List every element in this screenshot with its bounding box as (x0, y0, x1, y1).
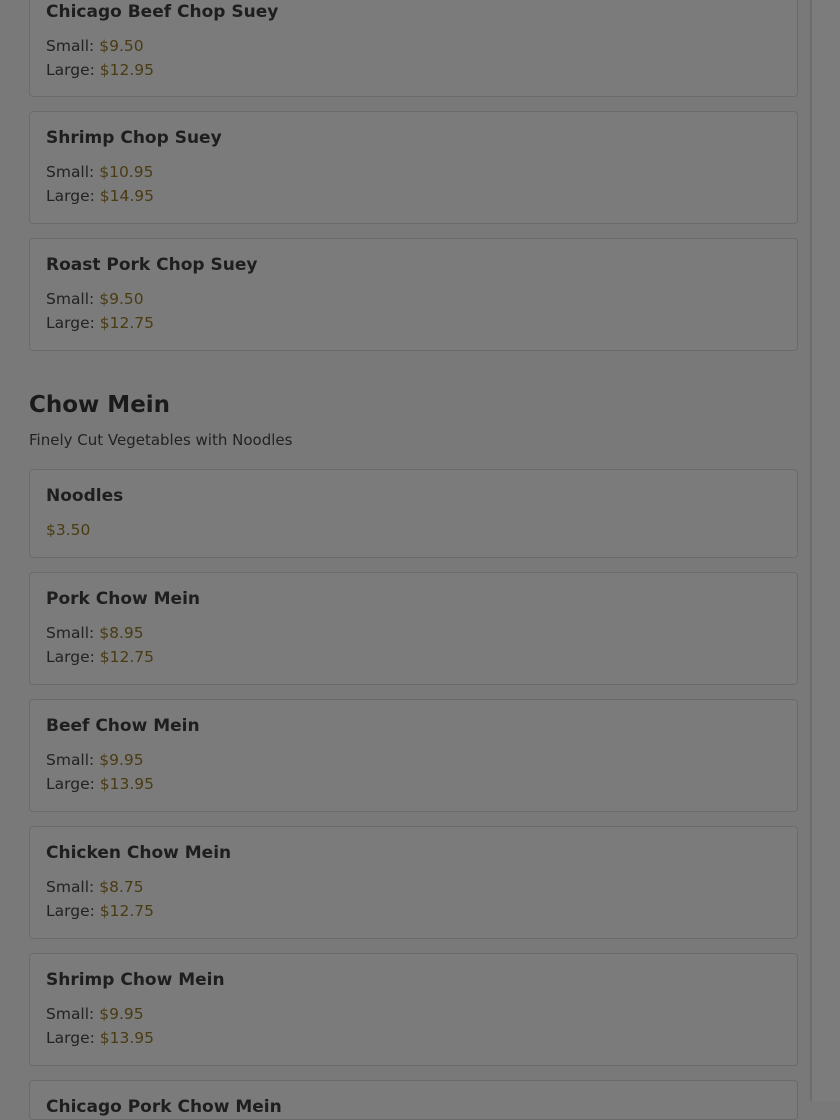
price-small-value: $9.95 (99, 751, 144, 769)
price-small-value: $8.75 (99, 878, 144, 896)
price-small-label: Small: (46, 163, 95, 181)
price-small (46, 748, 781, 772)
price-large-label: Large: (46, 1029, 95, 1047)
price-large-label: Large: (46, 187, 95, 205)
section-subtitle: Finely Cut Vegetables with Noodles (29, 431, 293, 449)
price-small-value: $8.95 (99, 624, 144, 642)
price-large-label: Large: (46, 314, 95, 332)
price-large-value: $12.95 (99, 61, 155, 79)
price-large (46, 645, 781, 669)
price-large (46, 772, 781, 796)
price-large-value: $12.75 (99, 902, 155, 920)
price-large-label: Large: (46, 61, 95, 79)
price-large-value: $14.95 (99, 187, 155, 205)
price-large-value: $12.75 (99, 648, 155, 666)
price-small (46, 160, 781, 184)
menu-item-card (29, 0, 798, 97)
menu-item-card (29, 238, 798, 351)
scrollbar[interactable] (812, 0, 840, 1101)
price-small (46, 34, 781, 58)
price-small-label: Small: (46, 751, 95, 769)
menu-item-name: Shrimp Chop Suey (46, 128, 222, 148)
price-small-value: $9.95 (99, 1005, 144, 1023)
price-large-label: Large: (46, 902, 95, 920)
menu-item-name: Pork Chow Mein (46, 589, 201, 609)
price-small (46, 1002, 781, 1026)
price-small (46, 287, 781, 311)
price-large (46, 184, 781, 208)
menu-item-card (29, 953, 798, 1066)
price-large (46, 311, 781, 335)
price-large (46, 1026, 781, 1050)
price-small-label: Small: (46, 290, 95, 308)
menu-item-name: Roast Pork Chop Suey (46, 255, 258, 275)
price-single (46, 518, 781, 542)
section-title: Chow Mein (29, 392, 171, 418)
menu-item-card (29, 469, 798, 558)
price-large-value: $13.95 (99, 1029, 155, 1047)
price-large-value: $12.75 (99, 314, 155, 332)
menu-item-card (29, 111, 798, 224)
price-value: $3.50 (46, 521, 91, 539)
menu-item-name: Noodles (46, 486, 124, 506)
price-small-value: $9.50 (99, 37, 144, 55)
price-small-value: $10.95 (99, 163, 154, 181)
price-large-label: Large: (46, 648, 95, 666)
menu-item-card (29, 572, 798, 685)
menu-item-name: Chicken Chow Mein (46, 843, 232, 863)
price-small-label: Small: (46, 1005, 95, 1023)
menu-item-card (29, 826, 798, 939)
menu-item-name: Beef Chow Mein (46, 716, 200, 736)
menu-item-card (29, 1080, 798, 1120)
price-large (46, 58, 781, 82)
price-large (46, 899, 781, 923)
price-small (46, 875, 781, 899)
price-small-label: Small: (46, 624, 95, 642)
price-small-value: $9.50 (99, 290, 144, 308)
price-large-value: $13.95 (99, 775, 155, 793)
menu-item-card (29, 699, 798, 812)
price-large-label: Large: (46, 775, 95, 793)
price-small (46, 621, 781, 645)
menu-item-name: Chicago Beef Chop Suey (46, 2, 279, 22)
price-small-label: Small: (46, 878, 95, 896)
menu-item-name: Shrimp Chow Mein (46, 970, 225, 990)
price-small-label: Small: (46, 37, 95, 55)
menu-item-name: Chicago Pork Chow Mein (46, 1097, 282, 1117)
